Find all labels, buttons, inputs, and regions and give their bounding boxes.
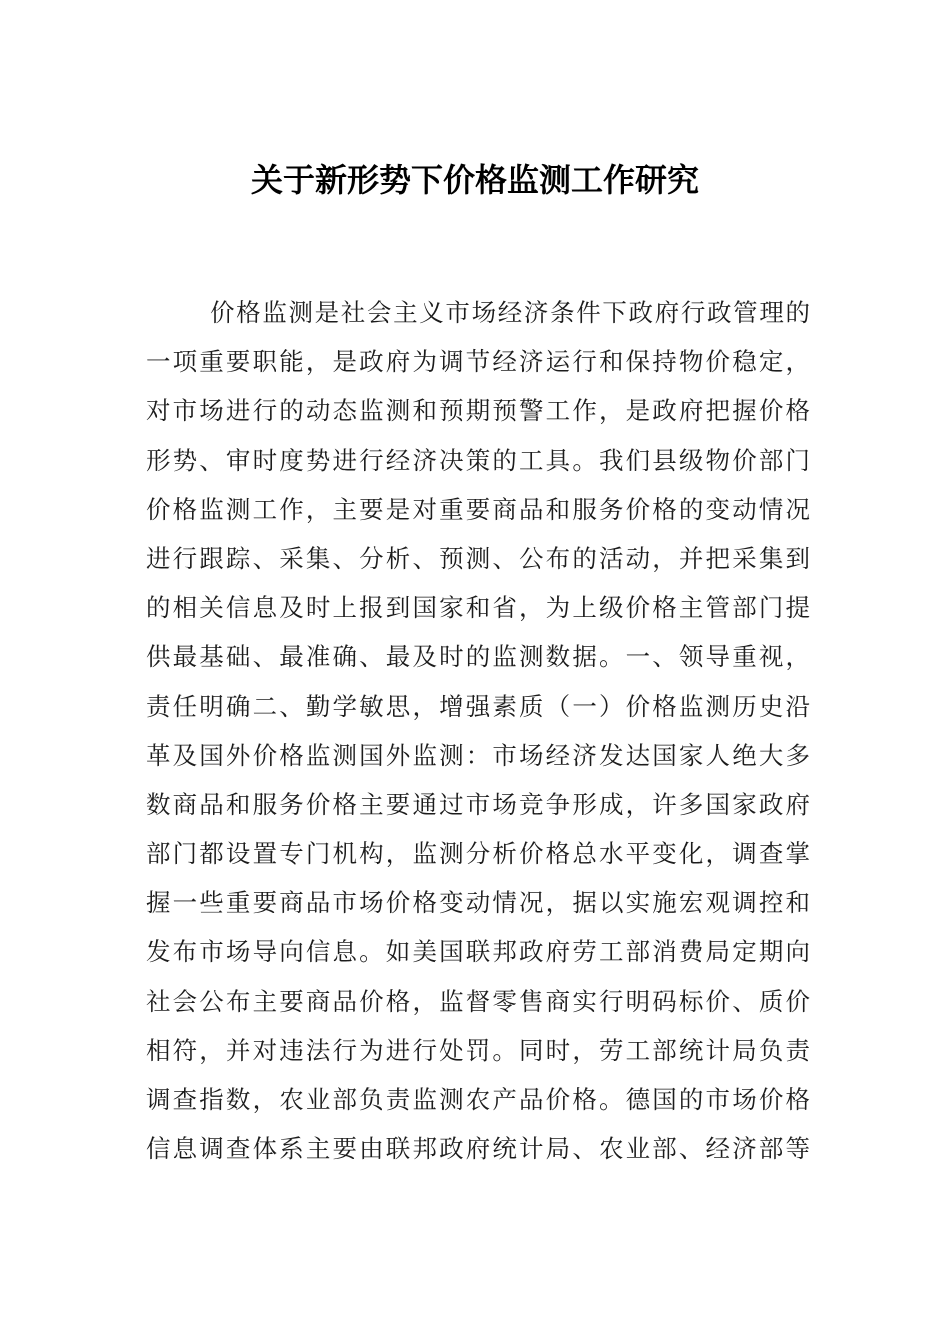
paragraph-line: 对市场进行的动态监测和预期预警工作，是政府把握价格 (146, 396, 810, 426)
paragraph-line: 价格监测是社会主义市场经济条件下政府行政管理的 (210, 298, 810, 327)
paragraph-line: 进行跟踪、采集、分析、预测、公布的活动，并把采集到 (146, 543, 810, 573)
paragraph-line: 部门都设置专门机构，监测分析价格总水平变化，调查掌 (146, 839, 810, 869)
paragraph-line: 相符，并对违法行为进行处罚。同时，劳工部统计局负责 (146, 1035, 810, 1065)
paragraph-line: 握一些重要商品市场价格变动情况，据以实施宏观调控和 (146, 888, 810, 918)
paragraph-line: 发布市场导向信息。如美国联邦政府劳工部消费局定期向 (146, 937, 810, 967)
paragraph-line: 价格监测工作，主要是对重要商品和服务价格的变动情况 (146, 494, 810, 524)
paragraph-line: 信息调查体系主要由联邦政府统计局、农业部、经济部等 (146, 1134, 810, 1164)
paragraph-line: 形势、审时度势进行经济决策的工具。我们县级物价部门 (146, 445, 810, 475)
paragraph-line: 数商品和服务价格主要通过市场竞争形成，许多国家政府 (146, 789, 810, 819)
paragraph-line: 一项重要职能，是政府为调节经济运行和保持物价稳定， (146, 347, 810, 377)
paragraph-line: 革及国外价格监测国外监测：市场经济发达国家人绝大多 (146, 740, 810, 770)
paragraph-line: 的相关信息及时上报到国家和省，为上级价格主管部门提 (146, 593, 810, 623)
paragraph-line: 社会公布主要商品价格，监督零售商实行明码标价、质价 (146, 986, 810, 1016)
document-title: 关于新形势下价格监测工作研究 (250, 161, 699, 199)
body-paragraph (146, 288, 810, 1173)
paragraph-line: 责任明确二、勤学敏思，增强素质（一）价格监测历史沿 (146, 691, 810, 721)
paragraph-line: 调查指数，农业部负责监测农产品价格。德国的市场价格 (146, 1085, 810, 1114)
paragraph-line: 供最基础、最准确、最及时的监测数据。一、领导重视， (146, 642, 810, 672)
